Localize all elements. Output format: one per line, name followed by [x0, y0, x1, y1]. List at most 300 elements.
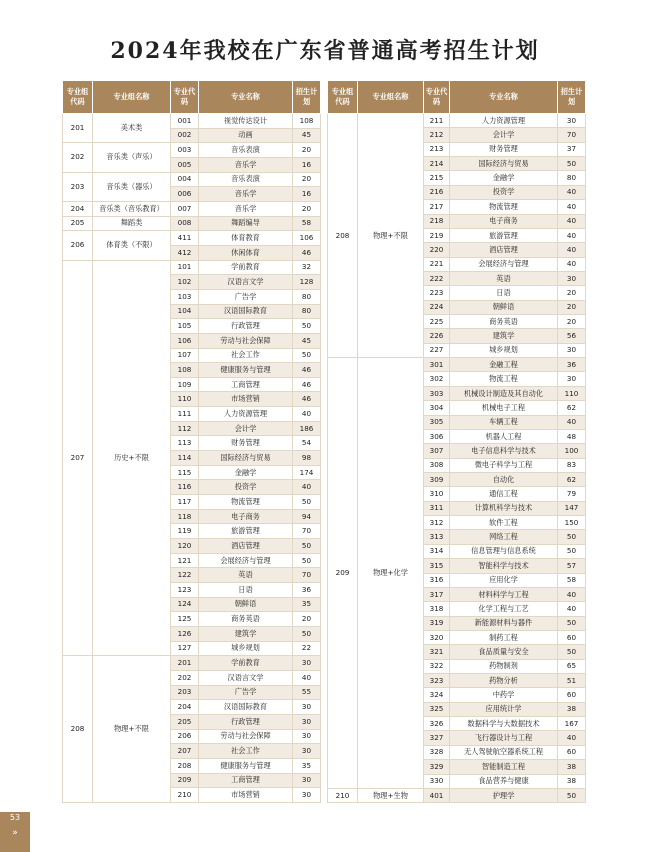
major-code: 211: [424, 114, 450, 128]
plan-count: 62: [558, 401, 586, 415]
major-code: 325: [424, 702, 450, 716]
plan-count: 70: [293, 568, 321, 583]
plan-count: 20: [293, 143, 321, 158]
major-name: 车辆工程: [450, 415, 558, 429]
plan-count: 38: [558, 760, 586, 774]
major-code: 305: [424, 415, 450, 429]
major-code: 004: [171, 172, 199, 187]
major-name: 智能制造工程: [450, 760, 558, 774]
major-code: 007: [171, 201, 199, 216]
major-code: 104: [171, 304, 199, 319]
major-code: 309: [424, 472, 450, 486]
major-name: 广告学: [199, 289, 293, 304]
major-name: 护理学: [450, 788, 558, 802]
table-row: [63, 172, 321, 187]
major-code: 001: [171, 114, 199, 129]
plan-count: 20: [558, 315, 586, 329]
major-code: 127: [171, 641, 199, 656]
plan-count: 38: [558, 774, 586, 788]
plan-count: 40: [293, 480, 321, 495]
plan-count: 45: [293, 128, 321, 143]
major-name: 音乐表演: [199, 143, 293, 158]
major-code: 401: [424, 788, 450, 802]
plan-count: 167: [558, 717, 586, 731]
major-name: 休闲体育: [199, 245, 293, 260]
major-name: 软件工程: [450, 516, 558, 530]
major-name: 酒店管理: [199, 539, 293, 554]
major-code: 119: [171, 524, 199, 539]
plan-count: 150: [558, 516, 586, 530]
plan-count: 54: [293, 436, 321, 451]
plan-count: 50: [558, 544, 586, 558]
plan-count: 30: [558, 372, 586, 386]
major-name: 国际经济与贸易: [450, 157, 558, 171]
major-code: 327: [424, 731, 450, 745]
major-code: 002: [171, 128, 199, 143]
major-code: 330: [424, 774, 450, 788]
plan-count: 51: [558, 674, 586, 688]
major-name: 市场营销: [199, 392, 293, 407]
plan-count: 70: [558, 128, 586, 142]
major-code: 307: [424, 444, 450, 458]
major-name: 材料科学与工程: [450, 587, 558, 601]
plan-count: 58: [293, 216, 321, 231]
plan-count: 36: [293, 583, 321, 598]
major-code: 115: [171, 465, 199, 480]
table-row: [63, 201, 321, 216]
major-code: 217: [424, 200, 450, 214]
major-name: 计算机科学与技术: [450, 501, 558, 515]
group-name: 物理+不限: [358, 114, 424, 358]
left-table: [62, 80, 321, 803]
major-name: 人力资源管理: [450, 114, 558, 128]
major-name: 机械电子工程: [450, 401, 558, 415]
major-code: 125: [171, 612, 199, 627]
plan-count: 40: [293, 670, 321, 685]
plan-count: 35: [293, 758, 321, 773]
header-major-code: 专业代码: [171, 81, 199, 114]
major-name: 建筑学: [450, 329, 558, 343]
major-name: 学前教育: [199, 656, 293, 671]
header-plan: 招生计划: [293, 81, 321, 114]
major-code: 123: [171, 583, 199, 598]
major-name: 市场营销: [199, 788, 293, 803]
plan-count: 38: [558, 702, 586, 716]
major-name: 食品质量与安全: [450, 645, 558, 659]
major-code: 219: [424, 228, 450, 242]
major-code: 412: [171, 245, 199, 260]
plan-count: 174: [293, 465, 321, 480]
tables-container: [62, 80, 584, 803]
plan-count: 46: [293, 245, 321, 260]
plan-count: 40: [558, 587, 586, 601]
header-group-name: 专业组名称: [358, 81, 424, 114]
major-code: 411: [171, 231, 199, 246]
major-name: 人力资源管理: [199, 407, 293, 422]
major-name: 金融学: [450, 171, 558, 185]
major-code: 121: [171, 553, 199, 568]
plan-count: 110: [558, 386, 586, 400]
major-code: 120: [171, 539, 199, 554]
major-code: 315: [424, 559, 450, 573]
major-code: 003: [171, 143, 199, 158]
major-code: 303: [424, 386, 450, 400]
major-code: 202: [171, 670, 199, 685]
major-name: 朝鲜语: [199, 597, 293, 612]
major-code: 304: [424, 401, 450, 415]
group-name: 音乐类（声乐）: [93, 143, 171, 172]
major-name: 飞行器设计与工程: [450, 731, 558, 745]
major-code: 311: [424, 501, 450, 515]
double-chevron-icon: »: [12, 828, 18, 838]
header-row: [63, 81, 321, 114]
major-name: 物流工程: [450, 372, 558, 386]
plan-count: 108: [293, 114, 321, 129]
major-name: 会计学: [450, 128, 558, 142]
plan-count: 57: [558, 559, 586, 573]
major-name: 物流管理: [199, 495, 293, 510]
major-name: 城乡规划: [450, 343, 558, 357]
plan-count: 83: [558, 458, 586, 472]
major-name: 学前教育: [199, 260, 293, 275]
group-code: 210: [328, 788, 358, 802]
major-code: 318: [424, 602, 450, 616]
plan-count: 50: [293, 495, 321, 510]
major-code: 203: [171, 685, 199, 700]
major-name: 应用统计学: [450, 702, 558, 716]
major-name: 汉语国际教育: [199, 304, 293, 319]
major-code: 218: [424, 214, 450, 228]
major-code: 224: [424, 300, 450, 314]
plan-count: 50: [558, 157, 586, 171]
group-name: 美术类: [93, 114, 171, 143]
plan-count: 40: [293, 407, 321, 422]
major-code: 209: [171, 773, 199, 788]
major-code: 118: [171, 509, 199, 524]
table-row: [328, 114, 586, 128]
major-code: 308: [424, 458, 450, 472]
plan-count: 30: [293, 744, 321, 759]
major-name: 化学工程与工艺: [450, 602, 558, 616]
plan-count: 147: [558, 501, 586, 515]
major-name: 旅游管理: [450, 228, 558, 242]
major-name: 投资学: [450, 185, 558, 199]
plan-count: 46: [293, 377, 321, 392]
major-code: 208: [171, 758, 199, 773]
header-major-name: 专业名称: [199, 81, 293, 114]
table-row: [63, 260, 321, 275]
plan-count: 20: [293, 612, 321, 627]
group-name: 历史+不限: [93, 260, 171, 656]
major-code: 328: [424, 745, 450, 759]
major-name: 汉语国际教育: [199, 700, 293, 715]
group-code: 205: [63, 216, 93, 231]
plan-count: 40: [558, 200, 586, 214]
plan-count: 46: [293, 363, 321, 378]
plan-count: 50: [293, 539, 321, 554]
plan-count: 40: [558, 243, 586, 257]
major-name: 英语: [450, 271, 558, 285]
plan-count: 50: [558, 788, 586, 802]
major-code: 323: [424, 674, 450, 688]
major-name: 视觉传达设计: [199, 114, 293, 129]
major-name: 智能科学与技术: [450, 559, 558, 573]
plan-count: 36: [558, 358, 586, 372]
major-name: 健康服务与管理: [199, 363, 293, 378]
major-name: 电子商务: [450, 214, 558, 228]
plan-count: 30: [558, 343, 586, 357]
header-plan: 招生计划: [558, 81, 586, 114]
plan-count: 35: [293, 597, 321, 612]
plan-count: 40: [558, 257, 586, 271]
major-name: 金融学: [199, 465, 293, 480]
table-row: [63, 114, 321, 129]
major-name: 音乐表演: [199, 172, 293, 187]
plan-count: 58: [558, 573, 586, 587]
major-code: 212: [424, 128, 450, 142]
plan-count: 50: [558, 616, 586, 630]
major-name: 舞蹈编导: [199, 216, 293, 231]
header-major-name: 专业名称: [450, 81, 558, 114]
plan-count: 50: [293, 348, 321, 363]
major-name: 建筑学: [199, 626, 293, 641]
major-name: 制药工程: [450, 630, 558, 644]
plan-count: 30: [558, 114, 586, 128]
major-name: 网络工程: [450, 530, 558, 544]
plan-count: 40: [558, 185, 586, 199]
major-name: 数据科学与大数据技术: [450, 717, 558, 731]
major-code: 215: [424, 171, 450, 185]
plan-count: 40: [558, 228, 586, 242]
major-code: 313: [424, 530, 450, 544]
major-name: 汉语言文学: [199, 670, 293, 685]
group-code: 208: [63, 656, 93, 803]
header-group-code: 专业组代码: [63, 81, 93, 114]
major-code: 302: [424, 372, 450, 386]
group-name: 音乐类（音乐教育）: [93, 201, 171, 216]
major-code: 109: [171, 377, 199, 392]
major-code: 321: [424, 645, 450, 659]
major-code: 113: [171, 436, 199, 451]
major-code: 226: [424, 329, 450, 343]
plan-count: 80: [293, 304, 321, 319]
plan-count: 70: [293, 524, 321, 539]
group-code: 207: [63, 260, 93, 656]
plan-count: 186: [293, 421, 321, 436]
group-code: 202: [63, 143, 93, 172]
major-code: 221: [424, 257, 450, 271]
major-name: 音乐学: [199, 201, 293, 216]
major-name: 健康服务与管理: [199, 758, 293, 773]
major-code: 210: [171, 788, 199, 803]
page-number: 53: [9, 813, 21, 822]
plan-count: 80: [293, 289, 321, 304]
plan-count: 32: [293, 260, 321, 275]
major-name: 汉语言文学: [199, 275, 293, 290]
major-name: 财务管理: [450, 142, 558, 156]
plan-count: 45: [293, 333, 321, 348]
group-code: 201: [63, 114, 93, 143]
major-code: 201: [171, 656, 199, 671]
major-name: 电子信息科学与技术: [450, 444, 558, 458]
major-name: 新能源材料与器件: [450, 616, 558, 630]
plan-count: 65: [558, 659, 586, 673]
major-code: 320: [424, 630, 450, 644]
major-code: 319: [424, 616, 450, 630]
major-code: 316: [424, 573, 450, 587]
major-name: 行政管理: [199, 319, 293, 334]
header-row: [328, 81, 586, 114]
major-code: 312: [424, 516, 450, 530]
major-code: 110: [171, 392, 199, 407]
plan-count: 100: [558, 444, 586, 458]
major-code: 216: [424, 185, 450, 199]
major-name: 机器人工程: [450, 429, 558, 443]
major-code: 107: [171, 348, 199, 363]
plan-count: 20: [293, 172, 321, 187]
major-name: 劳动与社会保障: [199, 729, 293, 744]
major-name: 音乐学: [199, 187, 293, 202]
major-code: 117: [171, 495, 199, 510]
major-name: 会计学: [199, 421, 293, 436]
plan-count: 128: [293, 275, 321, 290]
major-name: 音乐学: [199, 157, 293, 172]
major-name: 自动化: [450, 472, 558, 486]
table-row: [63, 143, 321, 158]
major-code: 301: [424, 358, 450, 372]
major-name: 酒店管理: [450, 243, 558, 257]
plan-count: 94: [293, 509, 321, 524]
table-row: [63, 231, 321, 246]
major-name: 行政管理: [199, 714, 293, 729]
plan-count: 30: [293, 700, 321, 715]
right-table: [327, 80, 586, 803]
major-name: 中药学: [450, 688, 558, 702]
plan-count: 40: [558, 415, 586, 429]
major-name: 金融工程: [450, 358, 558, 372]
major-code: 306: [424, 429, 450, 443]
plan-count: 50: [293, 319, 321, 334]
major-code: 214: [424, 157, 450, 171]
major-code: 324: [424, 688, 450, 702]
major-name: 劳动与社会保障: [199, 333, 293, 348]
major-code: 111: [171, 407, 199, 422]
plan-count: 50: [293, 626, 321, 641]
table-row: [63, 656, 321, 671]
major-name: 通信工程: [450, 487, 558, 501]
major-name: 朝鲜语: [450, 300, 558, 314]
major-code: 114: [171, 451, 199, 466]
plan-count: 30: [293, 773, 321, 788]
plan-count: 30: [293, 729, 321, 744]
group-code: 206: [63, 231, 93, 260]
major-name: 社会工作: [199, 744, 293, 759]
group-code: 209: [328, 358, 358, 789]
plan-count: 30: [293, 788, 321, 803]
major-code: 220: [424, 243, 450, 257]
major-name: 广告学: [199, 685, 293, 700]
group-name: 音乐类（器乐）: [93, 172, 171, 201]
major-code: 222: [424, 271, 450, 285]
plan-count: 48: [558, 429, 586, 443]
plan-count: 16: [293, 187, 321, 202]
major-name: 信息管理与信息系统: [450, 544, 558, 558]
major-name: 药物分析: [450, 674, 558, 688]
group-name: 体育类（不限）: [93, 231, 171, 260]
group-name: 物理+生物: [358, 788, 424, 802]
plan-count: 37: [558, 142, 586, 156]
plan-count: 56: [558, 329, 586, 343]
plan-count: 55: [293, 685, 321, 700]
major-name: 社会工作: [199, 348, 293, 363]
major-name: 电子商务: [199, 509, 293, 524]
major-code: 101: [171, 260, 199, 275]
major-name: 体育教育: [199, 231, 293, 246]
major-name: 机械设计制造及其自动化: [450, 386, 558, 400]
major-name: 食品营养与健康: [450, 774, 558, 788]
plan-count: 30: [558, 271, 586, 285]
plan-count: 60: [558, 688, 586, 702]
major-code: 322: [424, 659, 450, 673]
major-code: 204: [171, 700, 199, 715]
major-name: 旅游管理: [199, 524, 293, 539]
major-name: 商务英语: [199, 612, 293, 627]
major-name: 日语: [450, 286, 558, 300]
major-code: 108: [171, 363, 199, 378]
major-name: 日语: [199, 583, 293, 598]
plan-count: 60: [558, 630, 586, 644]
major-name: 国际经济与贸易: [199, 451, 293, 466]
group-code: 203: [63, 172, 93, 201]
major-code: 326: [424, 717, 450, 731]
major-code: 112: [171, 421, 199, 436]
major-name: 物流管理: [450, 200, 558, 214]
major-code: 116: [171, 480, 199, 495]
major-code: 225: [424, 315, 450, 329]
major-name: 无人驾驶航空器系统工程: [450, 745, 558, 759]
table-row: [328, 358, 586, 372]
plan-count: 62: [558, 472, 586, 486]
plan-count: 79: [558, 487, 586, 501]
major-name: 应用化学: [450, 573, 558, 587]
major-name: 商务英语: [450, 315, 558, 329]
major-code: 124: [171, 597, 199, 612]
group-name: 舞蹈类: [93, 216, 171, 231]
plan-count: 106: [293, 231, 321, 246]
plan-count: 30: [293, 714, 321, 729]
plan-count: 98: [293, 451, 321, 466]
plan-count: 20: [293, 201, 321, 216]
plan-count: 60: [558, 745, 586, 759]
plan-count: 50: [558, 645, 586, 659]
major-code: 103: [171, 289, 199, 304]
major-code: 317: [424, 587, 450, 601]
major-name: 会展经济与管理: [199, 553, 293, 568]
major-code: 227: [424, 343, 450, 357]
plan-count: 20: [558, 286, 586, 300]
group-name: 物理+化学: [358, 358, 424, 789]
major-name: 工商管理: [199, 773, 293, 788]
plan-count: 46: [293, 392, 321, 407]
major-name: 动画: [199, 128, 293, 143]
plan-count: 20: [558, 300, 586, 314]
major-name: 城乡规划: [199, 641, 293, 656]
major-code: 205: [171, 714, 199, 729]
major-code: 106: [171, 333, 199, 348]
table-row: [328, 788, 586, 802]
major-name: 工商管理: [199, 377, 293, 392]
major-code: 206: [171, 729, 199, 744]
